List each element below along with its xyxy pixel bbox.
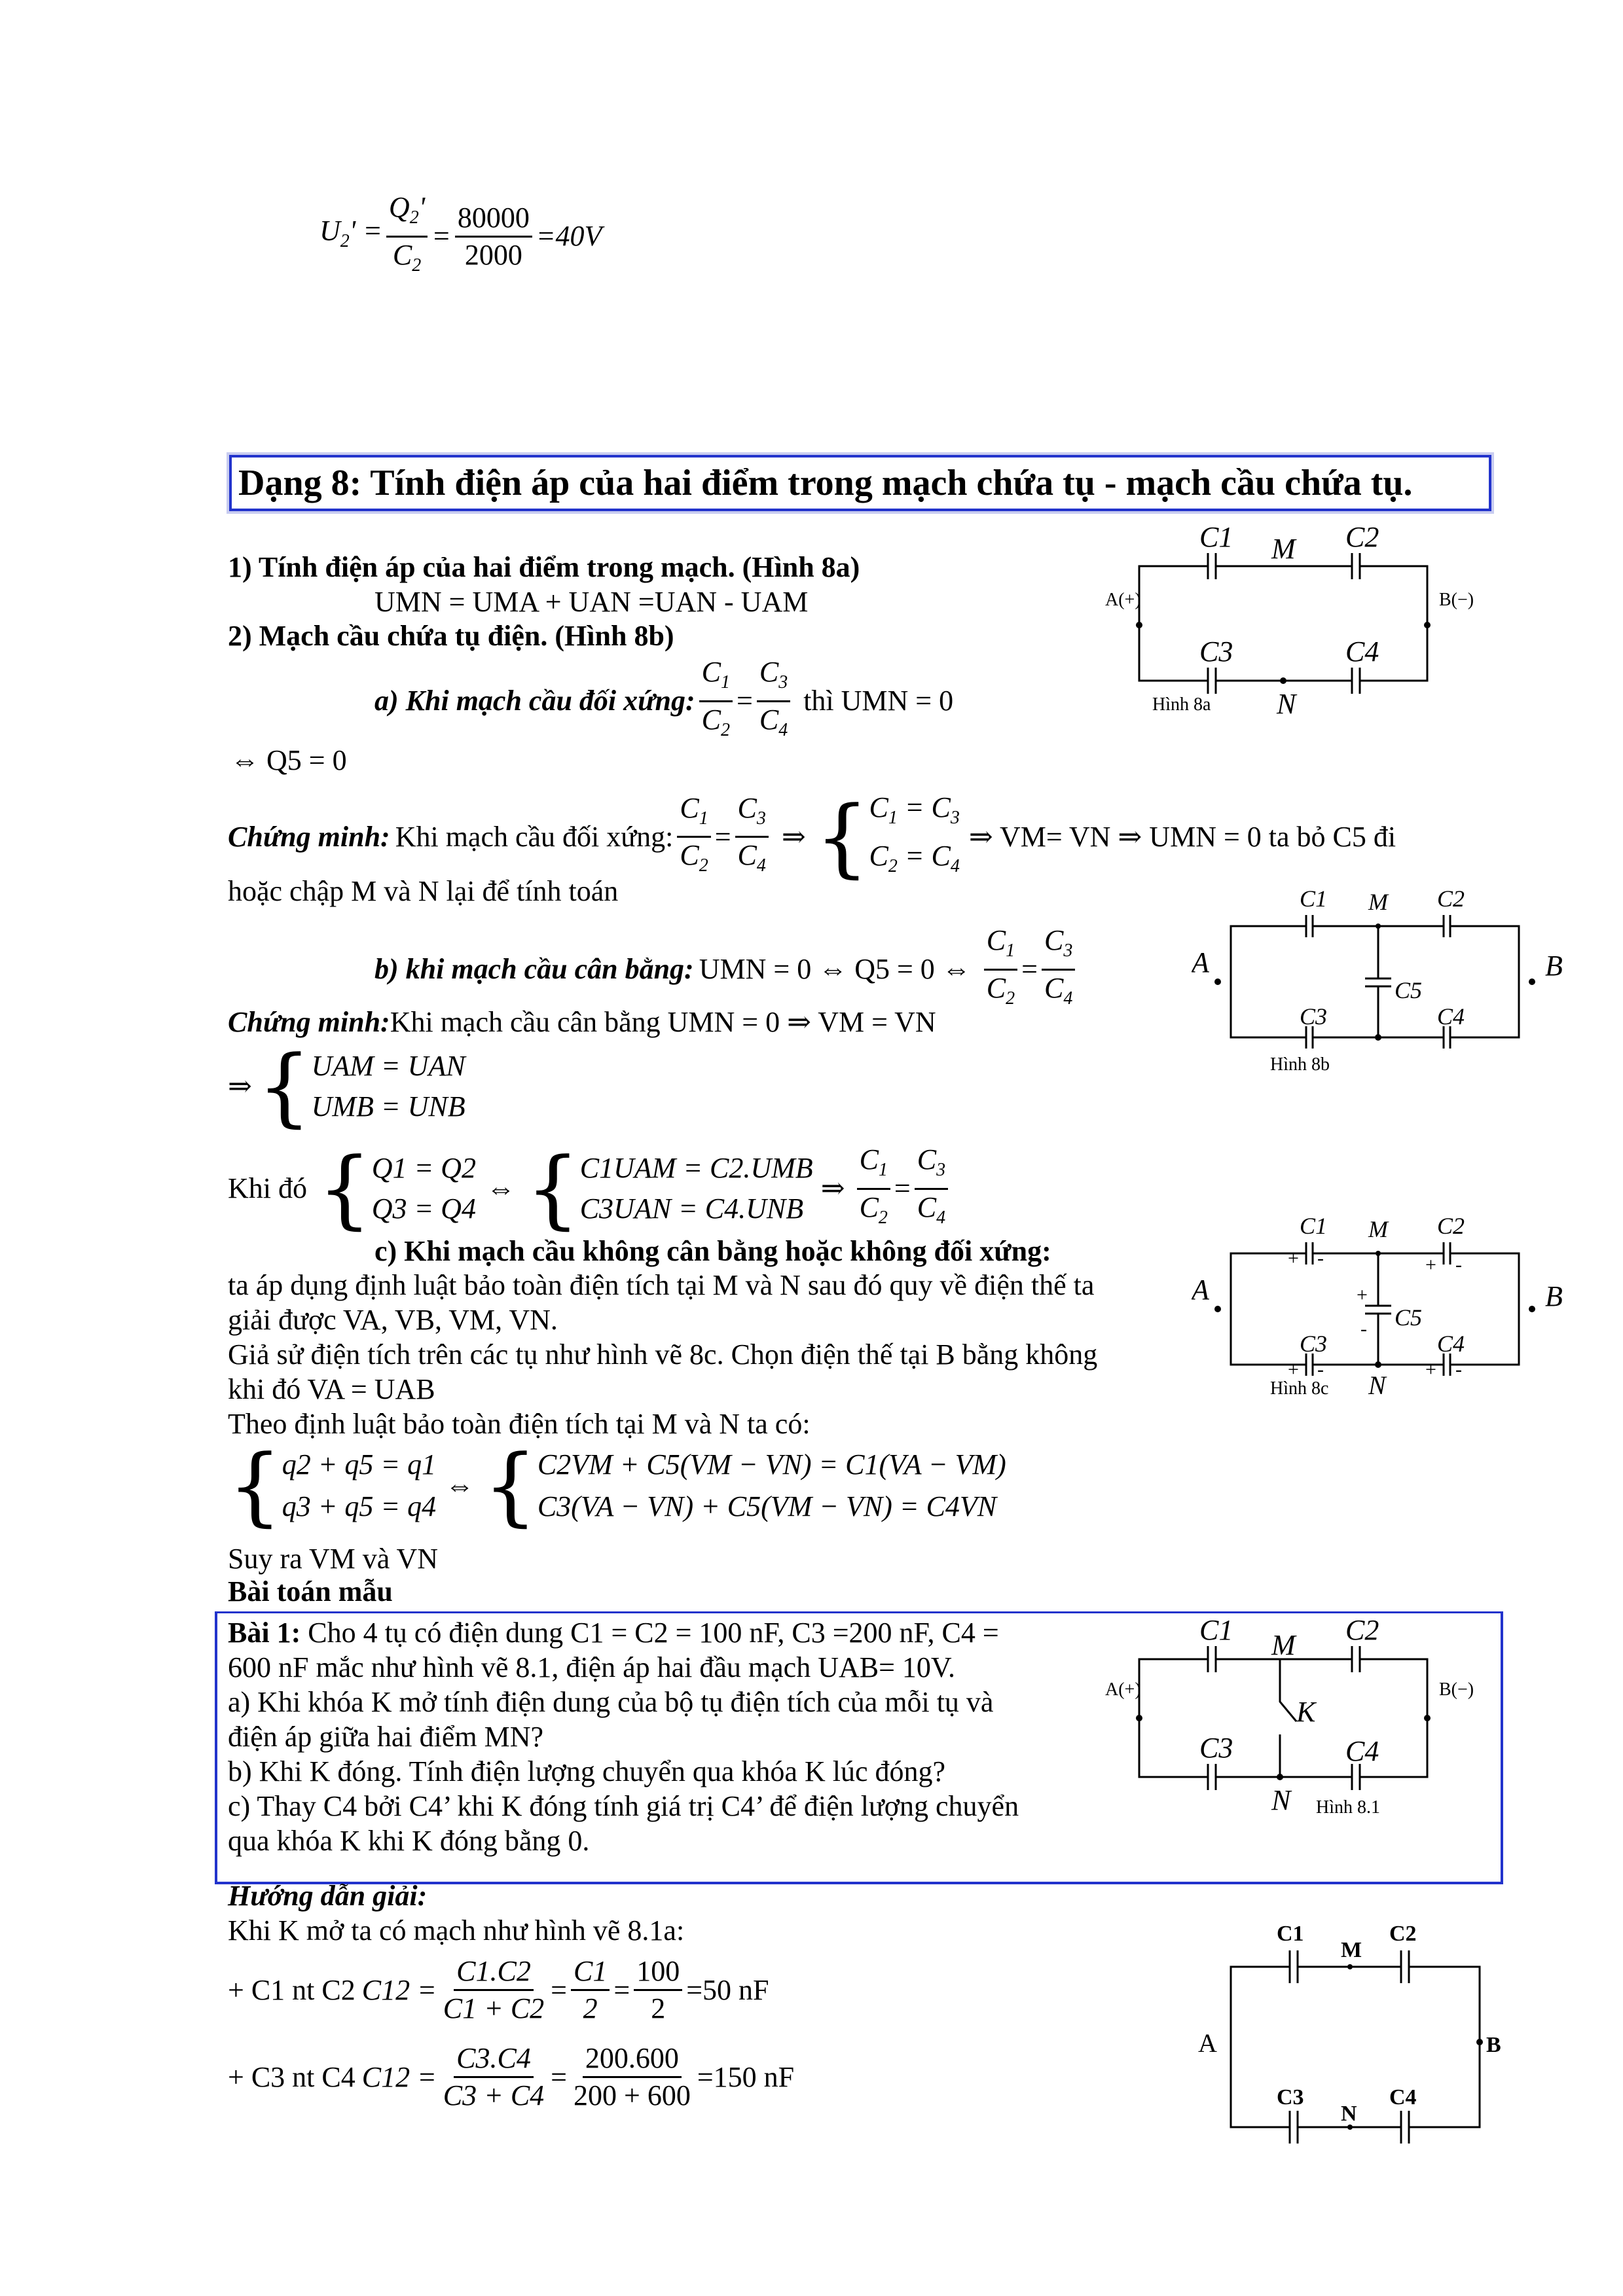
problem-line-2: a) Khi khóa K mở tính điện dung của bộ tụ điện tích của mỗi tụ và bbox=[228, 1686, 994, 1718]
brace: { bbox=[318, 1139, 372, 1239]
svg-text:C2: C2 bbox=[1437, 1213, 1465, 1239]
svg-text:A(+): A(+) bbox=[1105, 1679, 1141, 1700]
section-1-title: 1) Tính điện áp của hai điểm trong mạch. (Hình 8a) bbox=[228, 551, 860, 583]
c12-frac-3: $\frac{100}{2}$ bbox=[634, 1954, 682, 2026]
case-b-label: b) khi mạch cầu cân bằng: bbox=[374, 953, 694, 986]
case-c-title: c) Khi mạch cầu không cân bằng hoặc không đối xứng: bbox=[374, 1235, 1051, 1267]
eq-node-m: C2VM + C5(VM − VN) = C1(VA − VM) bbox=[537, 1448, 1006, 1480]
section-2-title: 2) Mạch cầu chứa tụ điện. (Hình 8b) bbox=[228, 620, 674, 652]
b-ratio-b: $\frac{C_3}{C_4}$ bbox=[1042, 923, 1075, 1016]
c12-frac-2: $\frac{C1}{2}$ bbox=[571, 1954, 610, 2026]
svg-text:C2: C2 bbox=[1389, 1922, 1417, 1946]
case-b-text: UMN = 0 ⇔ Q5 = 0 ⇔ bbox=[699, 953, 971, 986]
figure-8b bbox=[1192, 877, 1597, 1093]
solution-c34-row: + C3 nt C4 C12 = $\frac{C3.C4}{C3 + C4}$ = $\frac{200.600}{200 + 600}$ =150 nF bbox=[228, 2041, 794, 2113]
svg-text:C4: C4 bbox=[1389, 2085, 1417, 2109]
p1-system: $C_1 = C_3$ $C_2 = C_4$ bbox=[869, 791, 960, 876]
section-1-formula: UMN = UMA + UAN =UAN - UAM bbox=[374, 586, 809, 618]
sample-title: Bài toán mẫu bbox=[228, 1575, 393, 1607]
svg-text:M: M bbox=[1341, 1938, 1362, 1962]
svg-text:C3: C3 bbox=[1199, 636, 1233, 668]
svg-text:C4: C4 bbox=[1345, 636, 1379, 668]
case-a-result: thì UMN = 0 bbox=[803, 685, 954, 717]
svg-text:C3: C3 bbox=[1300, 1331, 1328, 1357]
eq-c3u-c4u: C3UAN = C4.UNB bbox=[579, 1193, 804, 1225]
proof-1-label: Chứng minh: bbox=[228, 820, 390, 853]
brace: { bbox=[228, 1436, 282, 1535]
problem-line-4: b) Khi K đóng. Tính điện lượng chuyển qua khóa K lúc đóng? bbox=[228, 1755, 946, 1787]
eq-q2-q5-q1: q2 + q5 = q1 bbox=[282, 1448, 437, 1480]
svg-text:-: - bbox=[1455, 1254, 1462, 1276]
khi-do-row: Khi đó { Q1 = Q2 Q3 = Q4 ⇔ { C1UAM = C2.UMB C3UAN = C4.UNB ⇒ $\frac{C_1}{C_2}$ = $\frac{C_3}{C_4}$ bbox=[228, 1142, 952, 1236]
proof-2-system: ⇒ { UAM = UAN UMB = UNB bbox=[228, 1037, 465, 1136]
c12-result: =50 nF bbox=[686, 1973, 769, 2006]
svg-text:+: + bbox=[1288, 1247, 1299, 1269]
svg-text:-: - bbox=[1317, 1247, 1324, 1269]
svg-text:-: - bbox=[1360, 1318, 1367, 1340]
svg-text:B(−): B(−) bbox=[1439, 1679, 1474, 1700]
top-formula: $U_2'$ = $\frac{Q_2'}{C_2}$ = $\frac{80000}{2000}$ = 40V bbox=[319, 190, 602, 283]
proof-2-text: Khi mạch cầu cân bằng UMN = 0 ⇒ VM = VN bbox=[390, 1006, 936, 1038]
ratio-c3-c4: $\frac{C_3}{C_4}$ bbox=[757, 655, 790, 748]
fraction-q-over-c: $\frac{Q_2'}{C_2}$ bbox=[386, 190, 428, 283]
svg-text:M: M bbox=[1271, 1629, 1296, 1661]
case-c-line-0: ta áp dụng định luật bảo toàn điện tích tại M và N sau đó quy về điện thế ta bbox=[228, 1269, 1095, 1301]
c34-frac-2: $\frac{200.600}{200 + 600}$ bbox=[574, 2042, 691, 2111]
svg-text:+: + bbox=[1357, 1284, 1368, 1306]
brace: { bbox=[483, 1436, 538, 1535]
svg-text:C4: C4 bbox=[1437, 1003, 1465, 1030]
svg-text:Hình 8c: Hình 8c bbox=[1270, 1378, 1329, 1399]
svg-text:A: A bbox=[1192, 946, 1209, 978]
case-c-line-1: giải được VA, VB, VM, VN. bbox=[228, 1304, 558, 1336]
svg-text:M: M bbox=[1271, 533, 1296, 565]
kd-ratio-b: $\frac{C_3}{C_4}$ bbox=[915, 1142, 948, 1236]
svg-text:+: + bbox=[1425, 1359, 1436, 1380]
svg-text:Hình 8a: Hình 8a bbox=[1152, 694, 1211, 715]
c34-result: =150 nF bbox=[697, 2060, 795, 2093]
c34-frac-1: $\frac{C3.C4}{C3 + C4}$ bbox=[443, 2042, 545, 2111]
svg-text:N: N bbox=[1341, 2102, 1357, 2126]
brace: { bbox=[257, 1037, 312, 1136]
svg-text:N: N bbox=[1368, 1371, 1386, 1400]
proof-2-row bbox=[228, 1005, 936, 1040]
problem-line-6: qua khóa K khi K đóng bằng 0. bbox=[228, 1825, 590, 1857]
case-c-line-4: Theo định luật bảo toàn điện tích tại M và N ta có: bbox=[228, 1408, 811, 1440]
fraction-numbers: $\frac{80000}{2000}$ bbox=[455, 200, 532, 273]
problem-line-3: điện áp giữa hai điểm MN? bbox=[228, 1721, 544, 1753]
eq-q1-q2: Q1 = Q2 bbox=[371, 1152, 476, 1185]
proof-1-after: ⇒ VM= VN ⇒ UMN = 0 ta bỏ C5 đi bbox=[968, 820, 1396, 853]
svg-text:B: B bbox=[1486, 2033, 1501, 2057]
svg-text:-: - bbox=[1455, 1359, 1462, 1380]
case-c-line-3: khi đó VA = UAB bbox=[228, 1373, 435, 1405]
heading-text: Dạng 8: Tính điện áp của hai điểm trong mạch chứa tụ - mạch cầu chứa tụ. bbox=[238, 463, 1413, 503]
svg-text:C2: C2 bbox=[1345, 1614, 1379, 1646]
svg-text:K: K bbox=[1296, 1696, 1316, 1728]
svg-text:Hình 8.1: Hình 8.1 bbox=[1316, 1797, 1380, 1818]
svg-text:Hình 8b: Hình 8b bbox=[1270, 1054, 1330, 1075]
svg-text:C1: C1 bbox=[1277, 1922, 1304, 1946]
section-heading bbox=[229, 455, 1491, 511]
svg-text:C4: C4 bbox=[1345, 1735, 1379, 1767]
svg-text:B(−): B(−) bbox=[1439, 590, 1474, 610]
svg-text:C1: C1 bbox=[1199, 521, 1233, 553]
svg-text:C2: C2 bbox=[1437, 886, 1465, 912]
svg-text:A(+): A(+) bbox=[1105, 590, 1141, 610]
sys-umb-unb: UMB = UNB bbox=[311, 1090, 465, 1122]
svg-text:B: B bbox=[1545, 950, 1563, 982]
c12-frac-1: $\frac{C1.C2}{C1 + C2}$ bbox=[443, 1955, 545, 2024]
svg-text:C5: C5 bbox=[1395, 1304, 1423, 1331]
q5-zero: ⇔ Q5 = 0 bbox=[230, 744, 347, 776]
svg-text:C5: C5 bbox=[1395, 977, 1423, 1003]
case-a-row: a) Khi mạch cầu đối xứng: $\frac{C_1}{C_2}$ = $\frac{C_3}{C_4}$ thì UMN = 0 bbox=[374, 655, 953, 748]
top-formula-lhs: $U_2'$ = bbox=[319, 215, 382, 252]
svg-text:C2: C2 bbox=[1345, 521, 1379, 553]
kd-ratio-a: $\frac{C_1}{C_2}$ bbox=[857, 1142, 890, 1236]
svg-text:C4: C4 bbox=[1437, 1331, 1465, 1357]
proof-1-row: Chứng minh: Khi mạch cầu đối xứng: $\frac{C_1}{C_2}$ = $\frac{C_3}{C_4}$ ⇒ { $C_1 = C_3$ $C_2 = C_4$ ⇒ VM= VN ⇒ UMN = 0 ta bỏ C5 đi bbox=[228, 787, 1396, 887]
figure-8c bbox=[1192, 1204, 1597, 1420]
case-a-label: a) Khi mạch cầu đối xứng: bbox=[374, 685, 695, 717]
figure-8-1a bbox=[1178, 1905, 1545, 2166]
svg-text:A: A bbox=[1192, 1274, 1209, 1306]
case-c-line-2: Giả sử điện tích trên các tụ như hình vẽ 8c. Chọn điện thế tại B bằng không bbox=[228, 1338, 1098, 1371]
svg-text:M: M bbox=[1368, 1216, 1388, 1242]
svg-text:+: + bbox=[1425, 1254, 1436, 1276]
figure-8-1 bbox=[1100, 1610, 1506, 1833]
solution-c12-row: + C1 nt C2 C12 = $\frac{C1.C2}{C1 + C2}$ = $\frac{C1}{2}$ = $\frac{100}{2}$ =50 nF bbox=[228, 1954, 769, 2026]
svg-text:-: - bbox=[1317, 1359, 1324, 1380]
svg-text:N: N bbox=[1277, 688, 1296, 720]
brace: { bbox=[814, 787, 869, 887]
proof-1-line2: hoặc chập M và N lại để tính toán bbox=[228, 875, 619, 907]
eq-c1u-c2u: C1UAM = C2.UMB bbox=[579, 1152, 813, 1185]
svg-text:C3: C3 bbox=[1199, 1732, 1233, 1764]
suy-ra: Suy ra VM và VN bbox=[228, 1543, 439, 1575]
sys-uam-uan: UAM = UAN bbox=[311, 1050, 465, 1082]
p1-ratio-b: $\frac{C_3}{C_4}$ bbox=[735, 791, 769, 884]
case-b-row: b) khi mạch cầu cân bằng: UMN = 0 ⇔ Q5 = 0 ⇔ $\frac{C_1}{C_2}$ = $\frac{C_3}{C_4}$ bbox=[374, 923, 1079, 1016]
eq-q3-q4: Q3 = Q4 bbox=[371, 1193, 476, 1225]
ratio-c1-c2: $\frac{C_1}{C_2}$ bbox=[699, 655, 733, 748]
figure-8a bbox=[1100, 517, 1506, 733]
c1-nt-c2: + C1 nt C2 bbox=[228, 1973, 356, 2006]
charge-conservation-system: { q2 + q5 = q1 q3 + q5 = q4 ⇔ { C2VM + C5(VM − VN) = C1(VA − VM) C3(VA − VN) + C5(VM − VN) = C4VN bbox=[228, 1436, 1006, 1535]
c12-var: C12 = bbox=[361, 1973, 437, 2006]
solution-line-1: Khi K mở ta có mạch như hình vẽ 8.1a: bbox=[228, 1914, 685, 1946]
svg-text:C1: C1 bbox=[1300, 1213, 1328, 1239]
svg-text:B: B bbox=[1545, 1280, 1563, 1312]
eq-node-n: C3(VA − VN) + C5(VM − VN) = C4VN bbox=[537, 1490, 997, 1522]
svg-text:C3: C3 bbox=[1277, 2085, 1304, 2109]
solution-title: Hướng dẫn giải: bbox=[228, 1880, 428, 1912]
svg-text:N: N bbox=[1271, 1784, 1291, 1816]
problem-line-5: c) Thay C4 bởi C4’ khi K đóng tính giá trị C4’ để điện lượng chuyển bbox=[228, 1790, 1019, 1822]
eq-q3-q5-q4: q3 + q5 = q4 bbox=[282, 1490, 437, 1522]
problem-line-0: Bài 1: Cho 4 tụ có điện dung C1 = C2 = 100 nF, C3 =200 nF, C4 = bbox=[228, 1617, 999, 1649]
c34-var: C12 = bbox=[361, 2060, 437, 2093]
b-ratio-a: $\frac{C_1}{C_2}$ bbox=[984, 923, 1017, 1016]
svg-text:A: A bbox=[1198, 2028, 1217, 2058]
proof-1-text: Khi mạch cầu đối xứng: bbox=[395, 820, 674, 853]
problem-line-1: 600 nF mắc như hình vẽ 8.1, điện áp hai đầu mạch UAB= 10V. bbox=[228, 1651, 956, 1683]
svg-text:C1: C1 bbox=[1300, 886, 1328, 912]
proof-2-label: Chứng minh: bbox=[228, 1006, 390, 1038]
c3-nt-c4: + C3 nt C4 bbox=[228, 2060, 356, 2093]
khi-do-label: Khi đó bbox=[228, 1172, 307, 1205]
svg-text:C3: C3 bbox=[1300, 1003, 1328, 1030]
svg-text:C1: C1 bbox=[1199, 1614, 1233, 1646]
svg-text:+: + bbox=[1288, 1359, 1299, 1380]
p1-ratio-a: $\frac{C_1}{C_2}$ bbox=[677, 791, 710, 884]
svg-text:M: M bbox=[1368, 889, 1388, 915]
brace: { bbox=[525, 1139, 580, 1239]
